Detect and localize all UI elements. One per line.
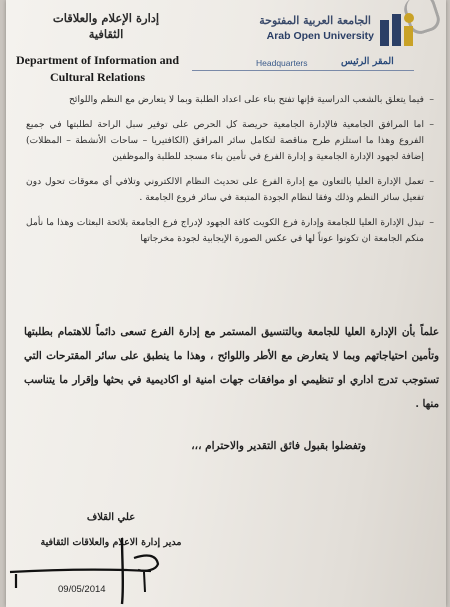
university-logo xyxy=(378,8,416,48)
department-arabic xyxy=(46,10,166,42)
letter-page xyxy=(6,0,446,607)
department-arabic-line1: إدارة الإعلام والعلاقات xyxy=(52,11,160,25)
signatory-name: علي القلاف xyxy=(86,512,136,523)
headquarters-english: Headquarters xyxy=(256,58,308,68)
bullet-item: – اما المرافق الجامعية فالإدارة الجامعية حريصة كل الحرص على توفير سبل الراحة لطلبتها في جميع الفروع وهذا ما استلزم طرح مناقصة لتكامل سائر المرافق (الكافتيريا – ساحات الأنشطة – المظلات) إضافة لجهود الإدارة الجامعية و إدارة الفرع في تأمين بناء مسجد للطلبة والموظفين xyxy=(26,117,434,165)
bullet-item: – فيما يتعلق بالشعب الدراسية فإنها تفتح بناء على اعداد الطلبة وبما لا يتعارض مع النظم واللوائح xyxy=(26,92,434,108)
handwritten-signature xyxy=(6,530,206,607)
university-name-english: Arab Open University xyxy=(266,30,374,42)
letter-date: 09/05/2014 xyxy=(58,584,106,595)
closing-line: وتفضلوا بقبول فائق التقدير والاحترام ،،، xyxy=(191,440,366,452)
bullet-list xyxy=(26,92,434,256)
department-english-line1: Department of Information and xyxy=(16,53,179,67)
main-paragraph: علماً بأن الإدارة العليا للجامعة وبالتنسيق المستمر مع إدارة الفرع تسعى دائماً للاهتمام بطلبتها وتأمين احتياجاتهم وبما لا يتعارض مع الأطر واللوائح ، وهذا ما ينطبق على سائر المقترحات التي تستوجب تدرج اداري او تنظيمي او موافقات جهات امنية او اكاديمية في بحثها وإقرار ما يتناسب منها . xyxy=(24,326,439,410)
bullet-item: – تعمل الإدارة العليا بالتعاون مع إدارة الفرع على تحديث النظام الالكتروني وتلافي أي معوقات تحول دون تفعيل سائر النظم وذلك وفقا لنظام الجودة المتبعة في سائر فروع الجامعة . xyxy=(26,174,434,206)
signatory-title: مدير إدارة الاعلام والعلاقات الثقافية xyxy=(40,537,182,548)
department-arabic-line2: الثقافية xyxy=(88,27,124,41)
university-name-arabic: الجامعة العربية المفتوحة xyxy=(259,14,371,27)
headquarters-arabic: المقر الرئيس xyxy=(341,56,394,67)
department-english-line2: Cultural Relations xyxy=(49,70,145,84)
department-english xyxy=(10,52,185,86)
bullet-item: – تبذل الإدارة العليا للجامعة وإدارة فرع الكويت كافة الجهود لإدراج فرع الجامعة بلائحة البعثات وهذا ما نأمل منكم الجامعة ان تكونوا عوناً لها في عكس الصورة الإيجابية لجودة مخرجاتها xyxy=(26,215,434,247)
header-divider xyxy=(192,70,414,71)
